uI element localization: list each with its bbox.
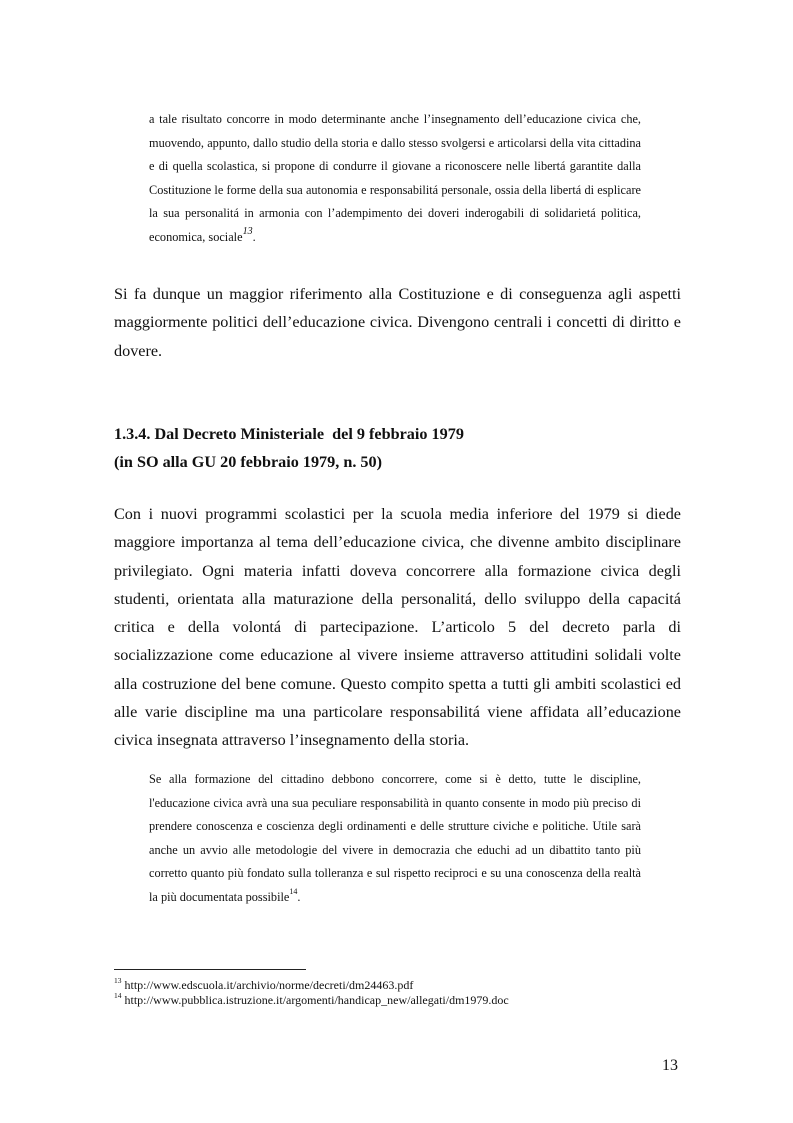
footnote-14 xyxy=(114,990,509,1008)
footnote-13 xyxy=(114,978,509,993)
footnote-14-link[interactable]: http://www.pubblica.istruzione.it/argomenti/handicap_new/allegati/dm1979.doc xyxy=(124,992,509,1007)
page-number: 13 xyxy=(662,1057,678,1074)
footnote-divider xyxy=(114,969,306,970)
paragraph-1-text: Si fa dunque un maggior riferimento alla Costituzione e di conseguenza agli aspetti maggiormente politici dell’educazione civica. Divengono centrali i concetti di diritto e dovere. xyxy=(114,285,681,360)
footnote-13-number: 13 xyxy=(114,976,122,985)
footnote-13-link[interactable]: http://www.edscuola.it/archivio/norme/decreti/dm24463.pdf xyxy=(124,978,414,992)
quote-2-text xyxy=(149,768,641,909)
section-title-line-2: (in SO alla GU 20 febbraio 1979, n. 50) xyxy=(114,453,383,472)
quote-2-body: Se alla formazione del cittadino debbono concorrere, come si è detto, tutte le discipline, l'educazione civica avrà una sua peculiare responsabilità in quanto consente in modo più preciso di prendere conoscenza e coscienza degli ordinamenti e delle strutture civiche e politiche. Utile sarà anche un avvio alle metodologie del vivere in democrazia che educhi ad un dibattito tanto più corretto quanto più fondato sulla tolleranza e sul rispetto reciproci e su una conoscenza della realtà la più documentata possibile xyxy=(149,772,641,904)
quote-1-body: a tale risultato concorre in modo determinante anche l’insegnamento dell’educazione civica che, muovendo, appunto, dallo studio della storia e dallo stesso svolgersi e articolarsi della vita cittadina e di quella scolastica, si propone di condurre il giovane a riconoscere nelle libertá garantite dalla Costituzione le forme della sua autonomia e responsabilitá personale, ossia della libertá di esplicare la sua personalitá in armonia con l’adempimento dei doveri inderogabili di solidarietá politica, economica, sociale xyxy=(149,112,641,244)
paragraph-1 xyxy=(114,280,681,365)
paragraph-2 xyxy=(114,500,681,755)
footnotes xyxy=(114,978,509,1007)
footnote-ref-14[interactable]: 14 xyxy=(289,887,298,897)
paragraph-2-text: Con i nuovi programmi scolastici per la scuola media inferiore del 1979 si diede maggiore importanza al tema dell’educazione civica, che divenne ambito disciplinare privilegiato. Ogni materia infatti doveva concorrere alla formazione civica degli studenti, orientata alla maturazione della personalitá, dello sviluppo della capacitá critica e della volontá di partecipazione. L’articolo 5 del decreto parla di socializzazione come educazione al vivere insieme attraverso attitudini solidali volte alla costruzione del bene comune. Questo compito spetta a tutti gli ambiti scolastici ed alle varie discipline ma una particolare responsabilitá viene affidata all’educazione civica insegnata attraverso l’insegnamento della storia. xyxy=(114,505,681,750)
block-quote-1 xyxy=(149,108,641,249)
quote-2-end: . xyxy=(297,889,301,904)
block-quote-2 xyxy=(149,768,641,909)
section-heading xyxy=(114,420,464,477)
footnote-14-number: 14 xyxy=(114,990,122,1000)
quote-1-text xyxy=(149,108,641,249)
footnote-ref-13[interactable]: 13 xyxy=(242,226,253,238)
quote-1-end: . xyxy=(252,229,256,244)
section-title-line-1: 1.3.4. Dal Decreto Ministeriale del 9 febbraio 1979 xyxy=(114,425,464,443)
